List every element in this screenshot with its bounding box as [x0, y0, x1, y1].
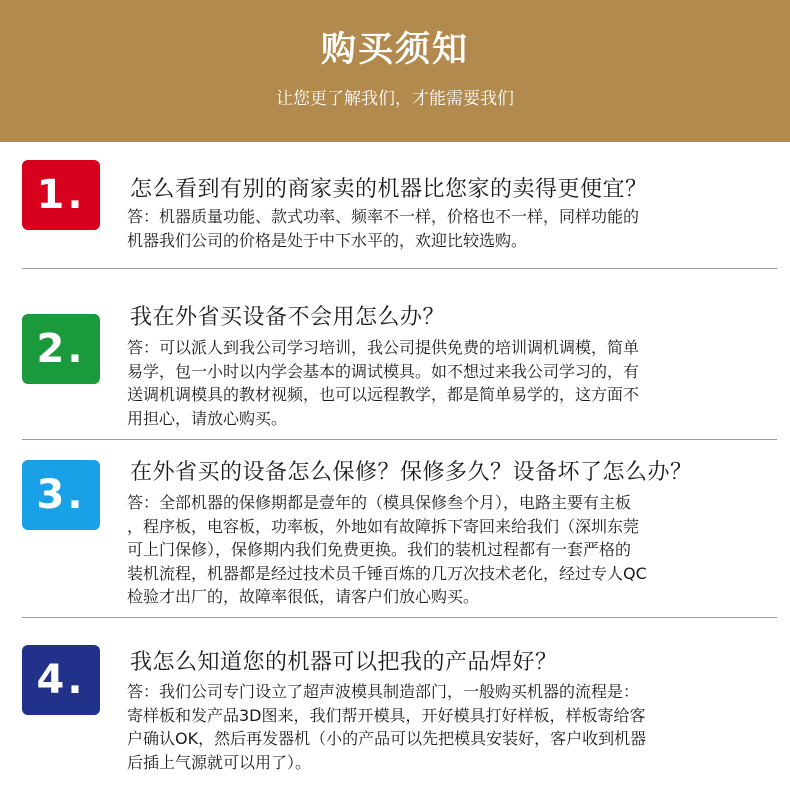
- answer-line: 答：我们公司专门设立了超声波模具制造部门，一般购买机器的流程是：: [127, 682, 640, 701]
- question-text: 我怎么知道您的机器可以把我的产品焊好？: [130, 650, 558, 675]
- answer-text: [127, 491, 767, 609]
- answer-line: 可上门保修），保修期内我们免费更换。我们的装机过程都有一套严格的: [127, 540, 632, 559]
- answer-line: 后插上气源就可以用了）。: [127, 752, 312, 772]
- page-title: 购买须知: [320, 30, 469, 70]
- answer-line: 寄样板和发产品3D图来，我们帮开模具，开好模具打好样板，样板寄给客: [127, 705, 646, 725]
- question-text: 在外省买的设备怎么保修？保修多久？设备坏了怎么办？: [130, 460, 693, 485]
- answer-line: 答：全部机器的保修期都是壹年的（模具保修叁个月），电路主要有主板: [127, 493, 632, 512]
- number-badge: 3.: [22, 460, 100, 530]
- page-subtitle: 让您更了解我们，才能需要我们: [276, 89, 514, 109]
- answer-line: 易学，包一小时以内学会基本的调试模具。如不想过来我公司学习的，有: [127, 361, 640, 381]
- answer-line: 答：可以派人到我公司学习培训，我公司提供免费的培训调机调模，简单: [127, 338, 640, 357]
- question-text: 我在外省买设备不会用怎么办？: [130, 305, 446, 330]
- answer-line: 送调机调模具的教材视频，也可以远程教学，都是简单易学的，这方面不: [127, 385, 640, 404]
- answer-line: 答：机器质量功能、款式功率、频率不一样，价格也不一样，同样功能的: [127, 207, 640, 226]
- answer-line: 机器我们公司的价格是处于中下水平的，欢迎比较选购。: [127, 230, 528, 250]
- number-badge: 4.: [22, 645, 100, 715]
- answer-line: 检验才出厂的，故障率很低，请客户们放心购买。: [127, 587, 480, 606]
- answer-text: [127, 680, 767, 774]
- question-text: 怎么看到有别的商家卖的机器比您家的卖得更便宜？: [130, 177, 648, 202]
- divider: [22, 439, 777, 440]
- divider: [22, 617, 777, 618]
- number-badge: 1.: [22, 160, 100, 230]
- answer-line: ，程序板，电容板，功率板，外地如有故障拆下寄回来给我们（深圳东莞: [127, 516, 640, 536]
- header-banner: [0, 0, 790, 142]
- answer-text: [127, 205, 767, 252]
- divider: [22, 268, 777, 269]
- answer-text: [127, 336, 767, 430]
- answer-line: 户确认OK，然后再发器机（小的产品可以先把模具安装好，客户收到机器: [127, 729, 647, 748]
- answer-line: 用担心，请放心购买。: [127, 408, 288, 428]
- answer-line: 装机流程，机器都是经过技术员千锤百炼的几万次技术老化，经过专人QC: [127, 563, 647, 583]
- number-badge: 2.: [22, 314, 100, 384]
